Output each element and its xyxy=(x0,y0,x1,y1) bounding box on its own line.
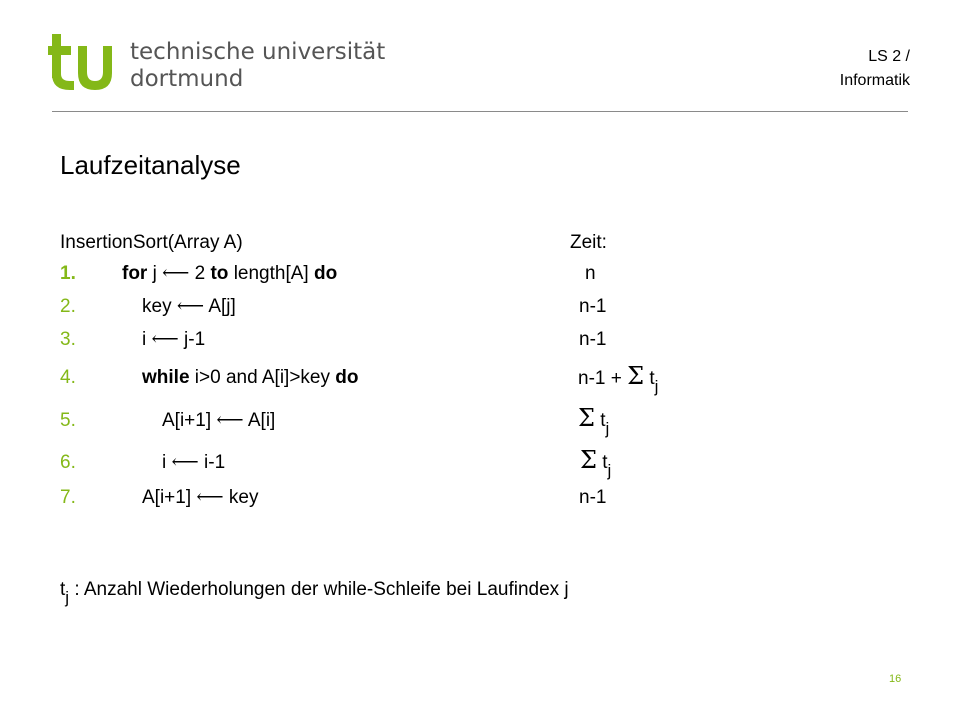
keyword-to: to xyxy=(210,263,229,284)
code-text: A[i+1] xyxy=(162,410,217,431)
code-text: A[i] xyxy=(243,410,276,431)
footnote-text: : Anzahl Wiederholungen der while-Schleife bei Laufindex j xyxy=(69,579,569,600)
footnote xyxy=(60,579,569,607)
cost-variable: t xyxy=(596,452,608,473)
sigma-icon: Σ xyxy=(580,446,597,474)
cost-prefix: n-1 + xyxy=(578,368,628,389)
keyword-for: for xyxy=(122,263,148,284)
code-line-5-statement xyxy=(162,411,275,430)
time-column-header: Zeit: xyxy=(570,232,607,253)
slide-title: Laufzeitanalyse xyxy=(60,150,241,180)
keyword-while: while xyxy=(142,367,190,388)
tu-logo-icon xyxy=(48,34,114,92)
line-3-cost: n-1 xyxy=(579,329,607,350)
code-text: A[i+1] xyxy=(142,487,197,508)
university-name-line2: dortmund xyxy=(130,66,244,92)
code-text: key xyxy=(142,296,177,317)
university-name-line1: technische universität xyxy=(130,39,386,65)
code-line-2-statement xyxy=(142,297,236,316)
assign-arrow-icon: ⟵ xyxy=(151,328,179,350)
keyword-do: do xyxy=(335,367,359,388)
code-line-2 xyxy=(60,297,76,316)
sigma-icon: Σ xyxy=(578,404,595,432)
code-text: key xyxy=(223,487,259,508)
chair-label-line2: Informatik xyxy=(839,72,910,89)
line-number: 3. xyxy=(60,329,76,350)
code-line-1-statement xyxy=(122,264,337,283)
code-text: 2 xyxy=(189,263,211,284)
code-line-4-statement xyxy=(142,368,359,387)
assign-arrow-icon: ⟵ xyxy=(162,262,190,284)
code-line-7 xyxy=(60,488,76,507)
assign-arrow-icon: ⟵ xyxy=(171,451,199,473)
code-text: i-1 xyxy=(198,452,226,473)
line-number: 5. xyxy=(60,410,76,431)
code-line-6 xyxy=(60,453,76,472)
code-line-1 xyxy=(60,264,76,283)
cost-variable: t xyxy=(644,368,655,389)
code-text: i xyxy=(142,329,152,350)
subscript: j xyxy=(654,377,659,396)
code-line-7-statement xyxy=(142,488,259,507)
subscript: j xyxy=(65,588,70,607)
assign-arrow-icon: ⟵ xyxy=(176,295,205,317)
subscript: j xyxy=(607,461,612,480)
header-divider xyxy=(52,111,908,112)
line-number: 4. xyxy=(60,367,76,388)
line-number: 7. xyxy=(60,487,76,508)
code-line-3 xyxy=(60,330,76,349)
line-7-cost: n-1 xyxy=(579,487,607,508)
line-number: 2. xyxy=(60,296,76,317)
algorithm-signature: InsertionSort(Array A) xyxy=(60,232,243,253)
code-text: length[A] xyxy=(228,263,314,284)
subscript: j xyxy=(605,419,610,438)
line-2-cost: n-1 xyxy=(579,296,607,317)
sigma-icon: Σ xyxy=(627,362,645,390)
code-line-3-statement xyxy=(142,330,205,349)
line-4-cost xyxy=(578,362,659,396)
line-number: 6. xyxy=(60,452,76,473)
code-line-5 xyxy=(60,411,76,430)
line-1-cost: n xyxy=(585,263,596,284)
chair-label-line1: LS 2 / xyxy=(868,48,910,65)
footnote-variable: t xyxy=(60,579,66,600)
keyword-do: do xyxy=(313,263,338,284)
assign-arrow-icon: ⟵ xyxy=(196,486,224,508)
line-5-cost xyxy=(578,404,610,438)
code-line-6-statement xyxy=(162,453,225,472)
assign-arrow-icon: ⟵ xyxy=(216,409,244,431)
code-text: j xyxy=(147,263,163,284)
page-number: 16 xyxy=(889,673,902,685)
code-text: i>0 and A[i]>key xyxy=(189,367,336,388)
code-text: j-1 xyxy=(178,329,206,350)
code-line-4 xyxy=(60,368,76,387)
cost-variable: t xyxy=(594,410,606,431)
line-6-cost xyxy=(580,446,612,480)
line-number: 1. xyxy=(60,263,76,284)
code-text: i xyxy=(162,452,172,473)
code-text: A[j] xyxy=(204,296,236,317)
